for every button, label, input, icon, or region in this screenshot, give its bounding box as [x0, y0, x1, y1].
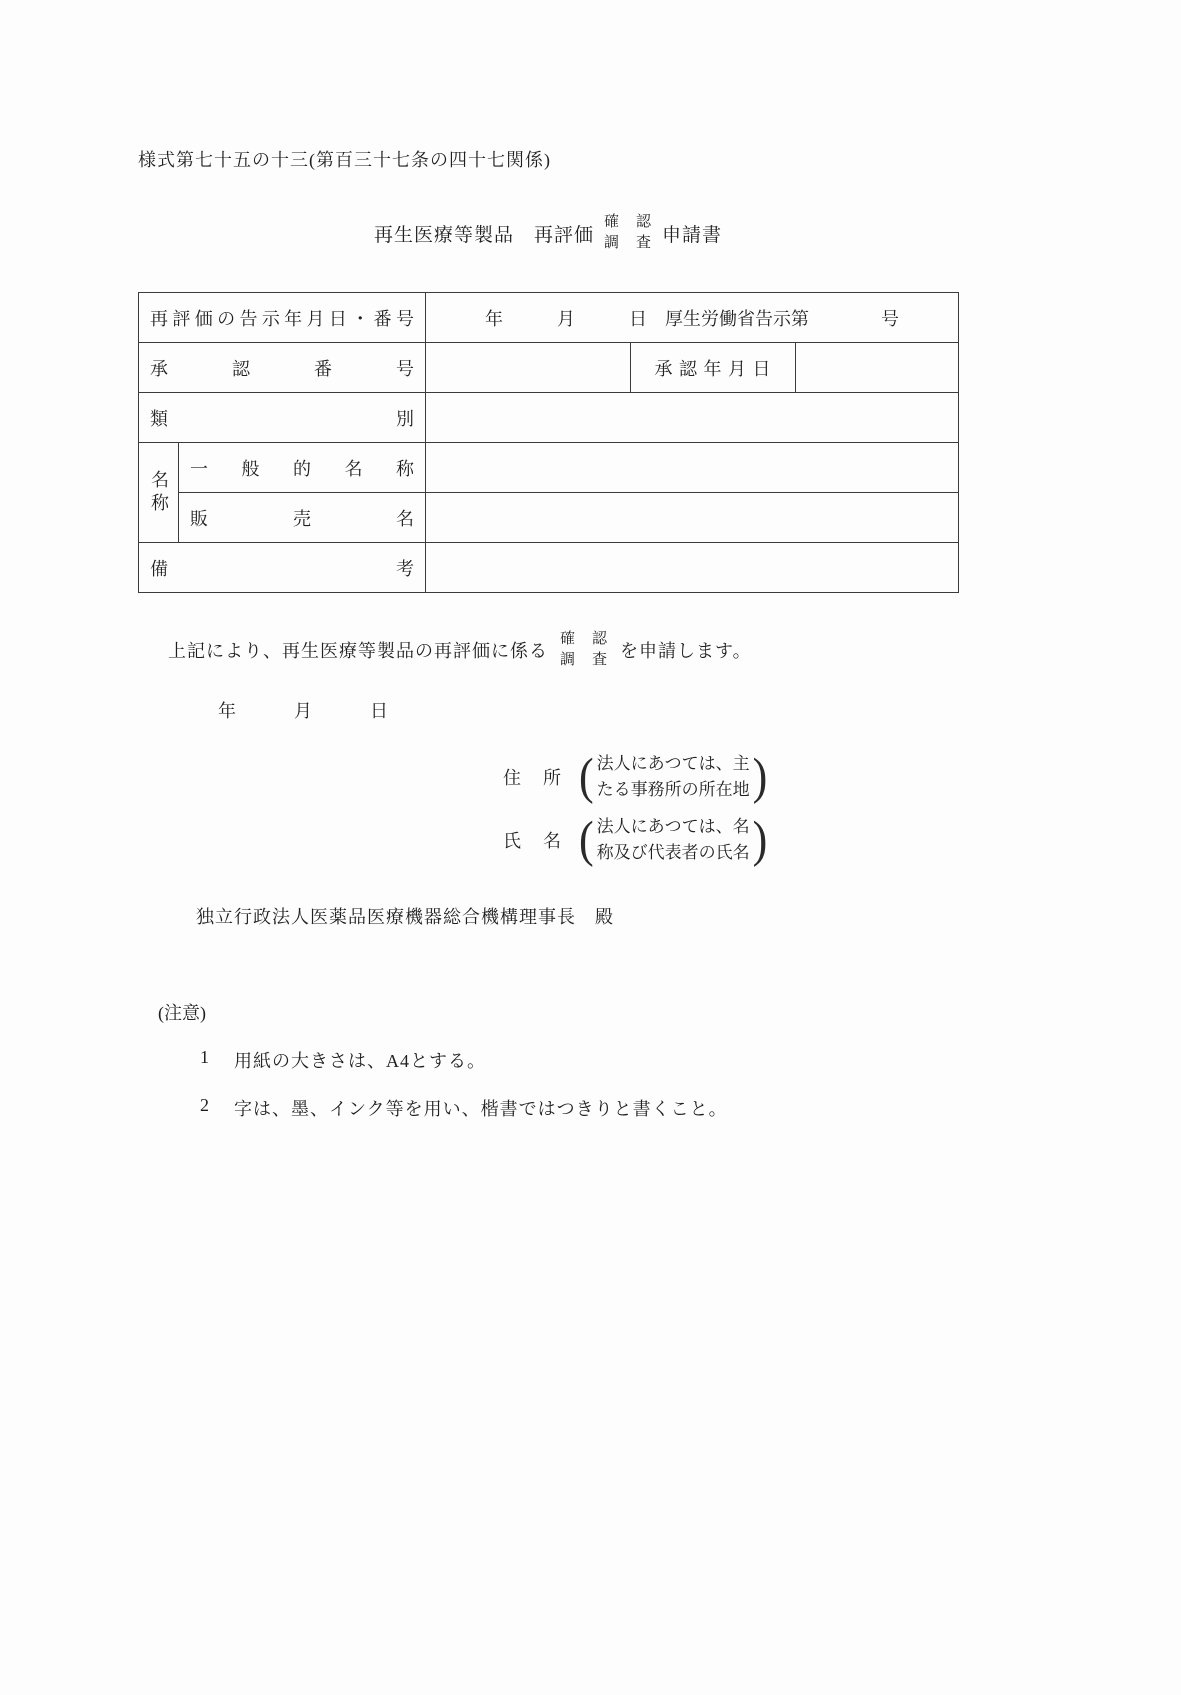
- title-suffix: 申請書: [662, 224, 723, 246]
- address-label: 住 所: [503, 767, 563, 788]
- approval-date-label: 承 認 年 月 日: [631, 343, 796, 393]
- address-note: [597, 751, 750, 802]
- application-date-line: 年 月 日: [218, 701, 389, 721]
- approval-number-field[interactable]: [426, 343, 631, 393]
- form-number: 様式第七十五の十三(第百三十七条の四十七関係): [138, 150, 551, 170]
- title-stacked-bottom: 調 査: [603, 235, 652, 251]
- notice-date-field[interactable]: 年 月 日 厚生労働省告示第 号: [426, 293, 959, 343]
- address-close-paren: ): [752, 747, 768, 805]
- title-stacked-top: 確 認: [603, 214, 652, 230]
- general-name-label: 一 般 的 名 称: [179, 443, 426, 493]
- notice-date-label: 再評価の告示年月日・番号: [139, 293, 426, 343]
- class-label: 類 別: [139, 393, 426, 443]
- name-group-label: 名称: [149, 469, 169, 516]
- table-row-sales-name: [139, 493, 959, 543]
- table-row-class: [139, 393, 959, 443]
- general-name-field[interactable]: [426, 443, 959, 493]
- remarks-label: 備 考: [139, 543, 426, 593]
- notes-header: (注意): [158, 1003, 206, 1023]
- name-note-line1: 法人にあつては、名: [596, 817, 750, 836]
- declaration-stacked-top: 確 認: [560, 631, 609, 647]
- name-open-paren: (: [579, 810, 594, 868]
- remarks-field[interactable]: [426, 543, 959, 593]
- class-field[interactable]: [426, 393, 959, 443]
- table-row-approval-number: [139, 343, 959, 393]
- address-row: [503, 747, 958, 805]
- name-row: [503, 810, 958, 868]
- title-main: 再生医療等製品 再評価: [373, 224, 594, 246]
- approval-date-field[interactable]: [796, 343, 959, 393]
- note-item-1: [200, 1047, 958, 1073]
- table-row-remarks: [139, 543, 959, 593]
- declaration-stacked-bottom: 調 査: [560, 652, 609, 668]
- note-1-number: 1: [200, 1047, 210, 1067]
- address-note-line2: たる事務所の所在地: [596, 779, 750, 799]
- note-1-text: 用紙の大きさは、A4とする。: [234, 1051, 486, 1071]
- declaration-after: を申請します。: [620, 641, 752, 661]
- application-form-table: [138, 292, 959, 593]
- address-open-paren: (: [579, 747, 594, 805]
- recipient-line: 独立行政法人医薬品医療機器総合機構理事長 殿: [196, 907, 614, 927]
- note-2-text: 字は、墨、インク等を用い、楷書ではつきりと書くこと。: [234, 1099, 728, 1119]
- table-row-notice-date: [139, 293, 959, 343]
- declaration-sentence: [168, 629, 958, 671]
- sales-name-label: 販 売 名: [179, 493, 426, 543]
- name-group-label-cell: [139, 443, 179, 543]
- signature-block: [503, 747, 958, 868]
- table-row-general-name: [139, 443, 959, 493]
- approval-number-label: 承 認 番 号: [139, 343, 426, 393]
- title-stacked-confirm-survey: [604, 212, 652, 254]
- address-note-line1: 法人にあつては、主: [596, 754, 750, 773]
- name-label: 氏 名: [503, 830, 563, 851]
- sales-name-field[interactable]: [426, 493, 959, 543]
- name-note: [597, 814, 750, 865]
- note-2-number: 2: [200, 1095, 210, 1115]
- declaration-before: 上記により、再生医療等製品の再評価に係る: [168, 641, 548, 661]
- note-item-2: [200, 1095, 958, 1121]
- declaration-stacked-confirm-survey: [560, 629, 608, 671]
- name-close-paren: ): [752, 810, 768, 868]
- form-title: [138, 212, 958, 254]
- name-note-line2: 称及び代表者の氏名: [596, 842, 750, 862]
